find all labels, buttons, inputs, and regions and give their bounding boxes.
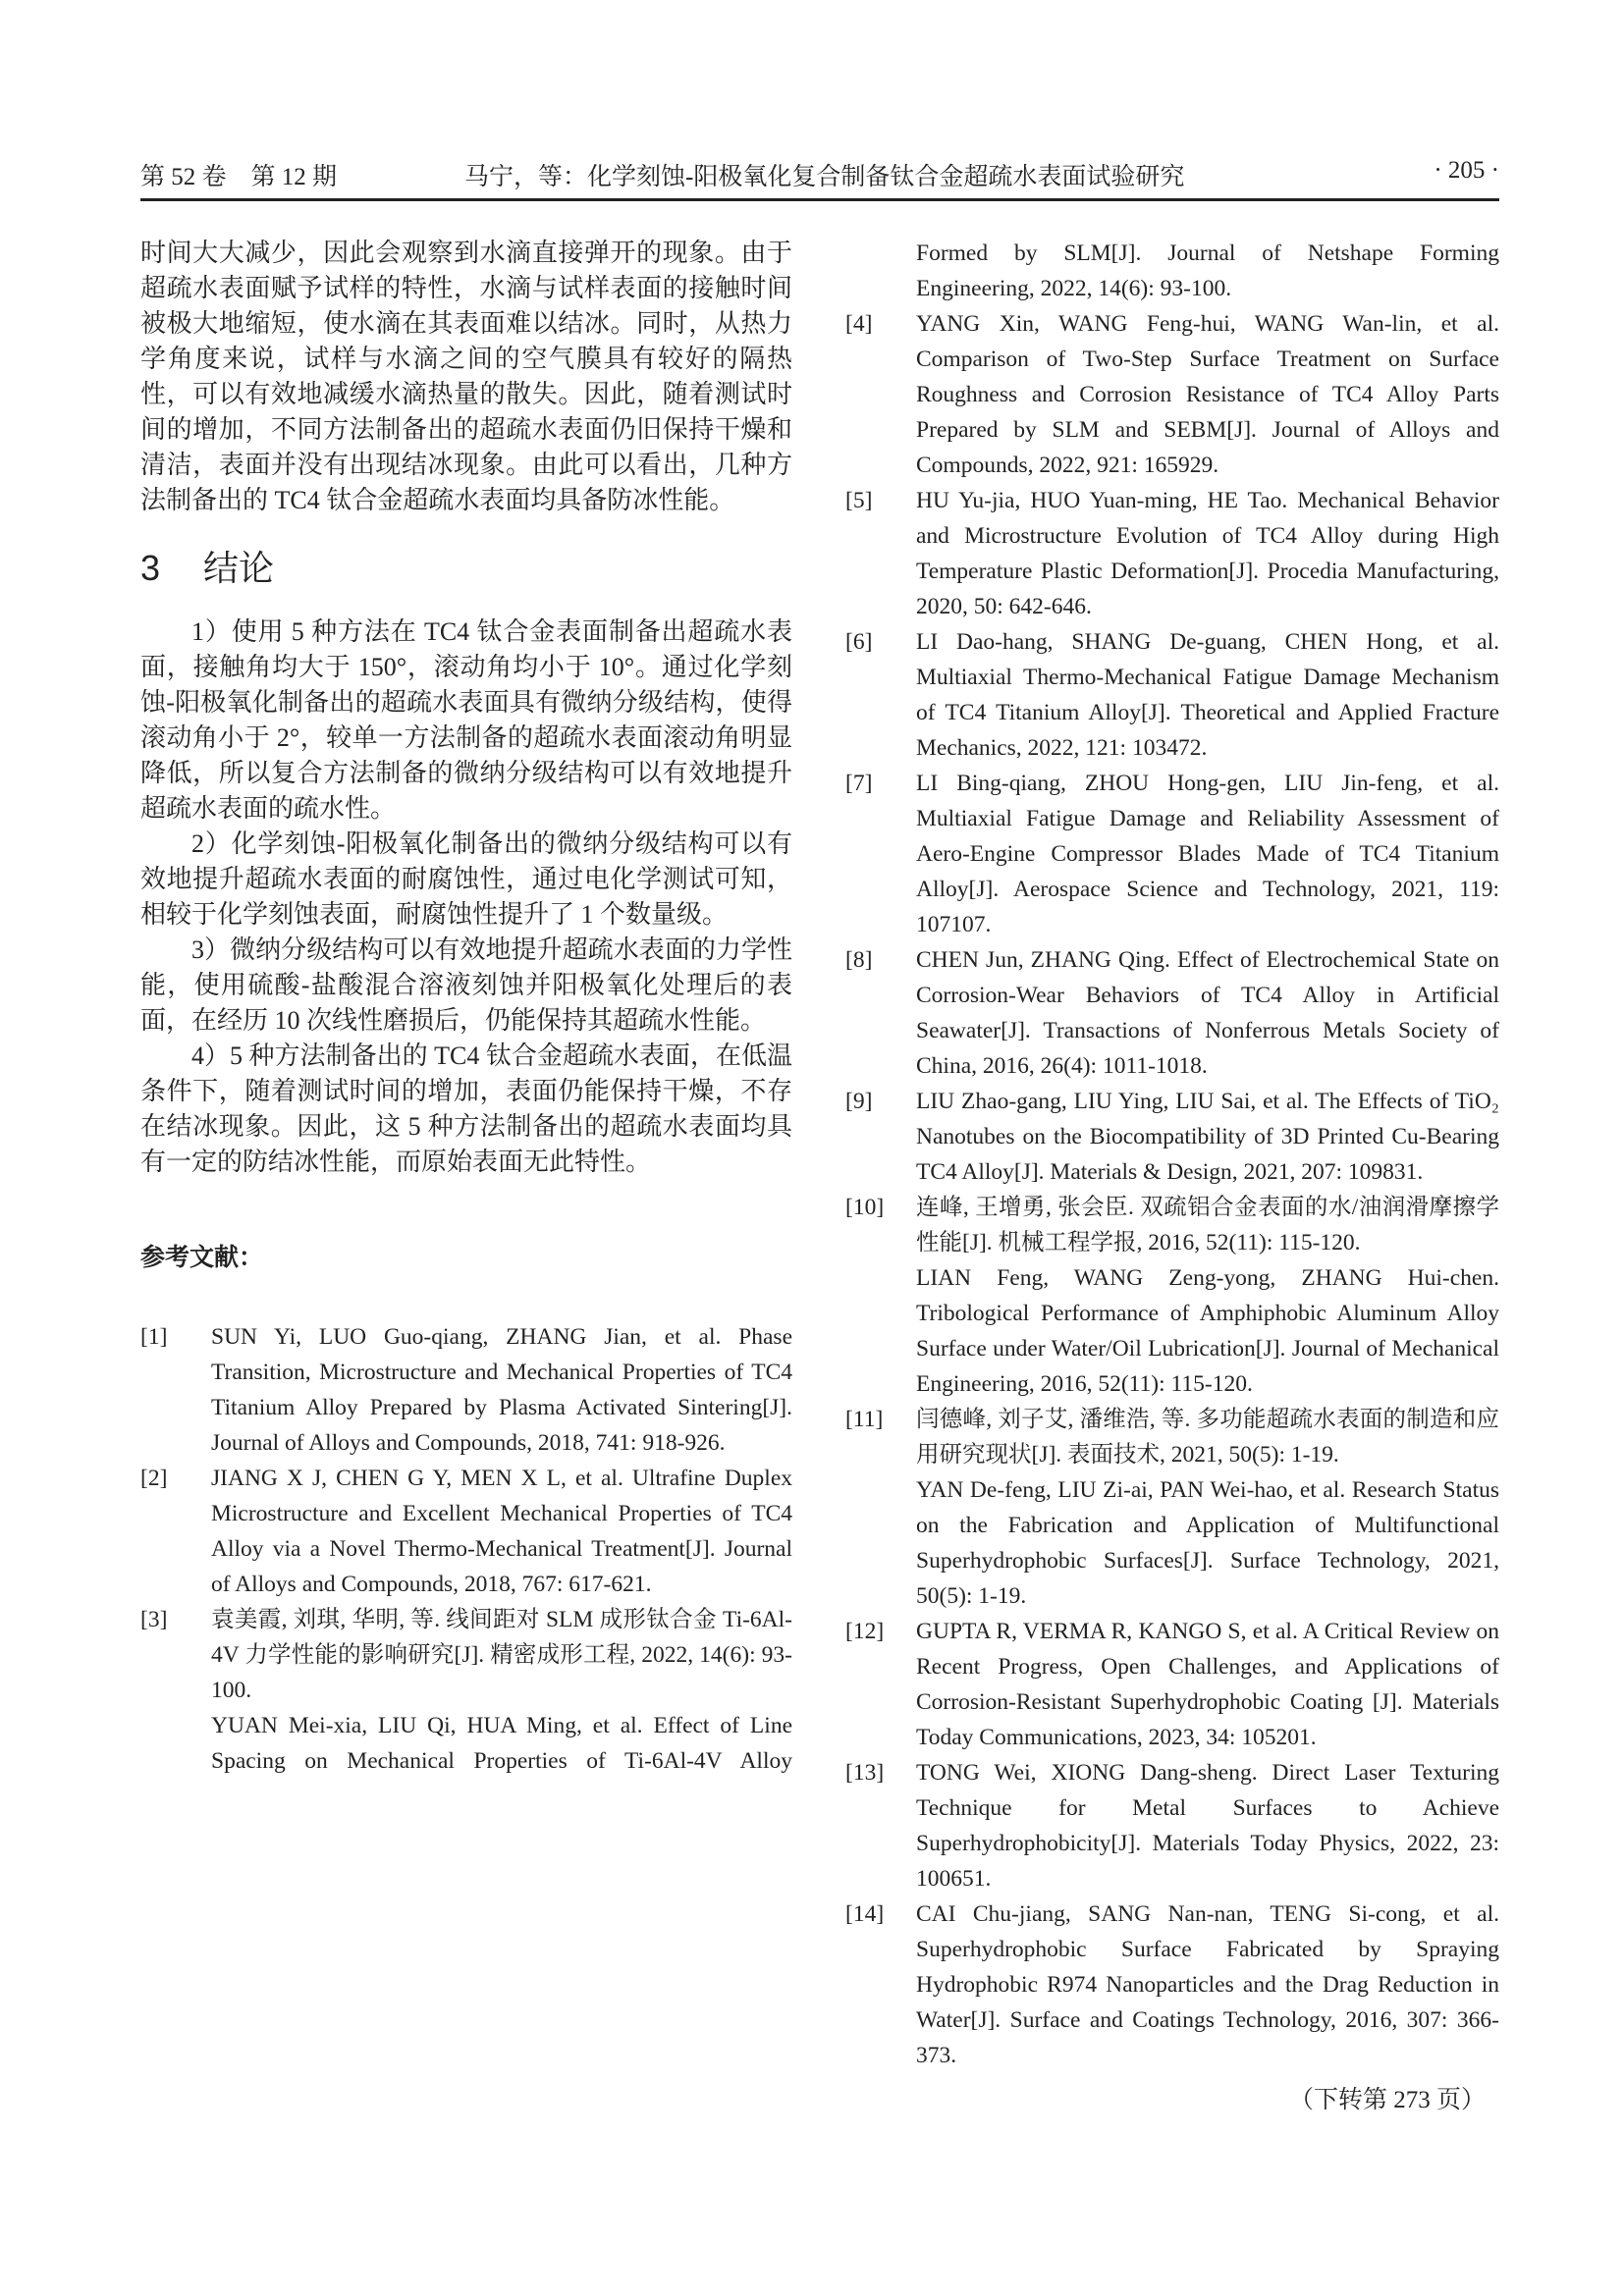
ref-text: 袁美霞, 刘琪, 华明, 等. 线间距对 SLM 成形钛合金 Ti-6Al-4V 力学性能的影响研究[J]. 精密成形工程, 2022, 14(6): 93-100. xyxy=(211,1607,792,1703)
ref-text: LIU Zhao-gang, LIU Ying, LIU Sai, et al. The Effects of TiO₂ Nanotubes on the Biocompatibility of 3D Printed Cu-Bearing TC4 Alloy[J]. Materials & Design, 2021, 207: 109831. xyxy=(916,1089,1499,1185)
ref-text: 闫德峰, 刘子艾, 潘维浩, 等. 多功能超疏水表面的制造和应用研究现状[J]. 表面技术, 2021, 50(5): 1-19. xyxy=(916,1407,1499,1468)
reference-item xyxy=(845,1190,1499,1402)
running-title: 马宁，等：化学刻蚀-阳极氧化复合制备钛合金超疏水表面试验研究 xyxy=(464,164,1185,190)
reference-continuation xyxy=(845,236,1499,306)
references-heading: 参考文献： xyxy=(140,1245,264,1271)
ref-text-en: YUAN Mei-xia, LIU Qi, HUA Ming, et al. Effect of Line Spacing on Mechanical Properties of Ti-6Al-4V Alloy xyxy=(211,1713,792,1774)
ref-number: [12] xyxy=(845,1619,885,1644)
ref-text: LI Bing-qiang, ZHOU Hong-gen, LIU Jin-feng, et al. Multiaxial Fatigue Damage and Reliability Assessment of Aero-Engine Compressor Blades Made of TC4 Titanium Alloy[J]. Aerospace Science and Technology, 2021, 119: 107107. xyxy=(916,771,1499,937)
ref-text: 连峰, 王增勇, 张会臣. 双疏铝合金表面的水/油润滑摩擦学性能[J]. 机械工程学报, 2016, 52(11): 115-120. xyxy=(916,1195,1499,1255)
page-number: · 205 · xyxy=(1434,157,1499,184)
reference-item xyxy=(140,1602,792,1779)
volume-issue: 第 52 卷 第 12 期 xyxy=(140,164,338,190)
ref-number: [4] xyxy=(845,311,873,337)
reference-item xyxy=(845,1755,1499,1896)
reference-item xyxy=(140,1319,792,1461)
ref-number: [6] xyxy=(845,629,873,655)
ref-text: CHEN Jun, ZHANG Qing. Effect of Electrochemical State on Corrosion-Wear Behaviors of TC4 Alloy in Artificial Seawater[J]. Transactions of Nonferrous Metals Society of China, 2016, 26(4): 1011-1018. xyxy=(916,947,1499,1079)
header-rule xyxy=(140,198,1499,201)
reference-item xyxy=(845,483,1499,624)
ref-text-en: YAN De-feng, LIU Zi-ai, PAN Wei-hao, et al. Research Status on the Fabrication and Application of Multifunctional Superhydrophobic Surfaces[J]. Surface Technology, 2021, 50(5): 1-19. xyxy=(916,1477,1499,1609)
ref-text: CAI Chu-jiang, SANG Nan-nan, TENG Si-cong, et al. Superhydrophobic Surface Fabricated by Spraying Hydrophobic R974 Nanoparticles and the Drag Reduction in Water[J]. Surface and Coatings Technology, 2016, 307: 366-373. xyxy=(916,1901,1499,2068)
ref-number: [8] xyxy=(845,947,873,973)
reference-item xyxy=(845,1084,1499,1190)
ref-number: [9] xyxy=(845,1089,873,1114)
reference-item xyxy=(845,1896,1499,2073)
ref-number: [13] xyxy=(845,1760,885,1786)
left-column xyxy=(140,236,792,1779)
section-heading xyxy=(140,544,792,593)
reference-item xyxy=(845,624,1499,766)
ref-number: [10] xyxy=(845,1195,885,1220)
body-paragraph: 时间大大减少，因此会观察到水滴直接弹开的现象。由于超疏水表面赋予试样的特性，水滴与试样表面的接触时间被极大地缩短，使水滴在其表面难以结冰。同时，从热力学角度来说，试样与水滴之间的空气膜具有较好的隔热性，可以有效地减缓水滴热量的散失。因此，随着测试时间的增加，不同方法制备出的超疏水表面仍旧保持干燥和清洁，表面并没有出现结冰现象。由此可以看出，几种方法制备出的 TC4 钛合金超疏水表面均具备防冰性能。 xyxy=(140,239,792,514)
ref-text: TONG Wei, XIONG Dang-sheng. Direct Laser Texturing Technique for Metal Surfaces to Achieve Superhydrophobicity[J]. Materials Today Physics, 2022, 23: 100651. xyxy=(916,1760,1499,1892)
section-title: 结论 xyxy=(203,548,275,588)
conclusion-2: 2）化学刻蚀-阳极氧化制备出的微纳分级结构可以有效地提升超疏水表面的耐腐蚀性，通过电化学测试可知，相较于化学刻蚀表面，耐腐蚀性提升了 1 个数量级。 xyxy=(140,829,792,929)
reference-item xyxy=(845,1614,1499,1755)
reference-item xyxy=(845,306,1499,483)
ref-text: Formed by SLM[J]. Journal of Netshape Forming Engineering, 2022, 14(6): 93-100. xyxy=(916,240,1499,301)
ref-number: [3] xyxy=(140,1607,168,1632)
ref-text: GUPTA R, VERMA R, KANGO S, et al. A Critical Review on Recent Progress, Open Challenges, and Applications of Corrosion-Resistant Superhydrophobic Coating [J]. Materials Today Communications, 2023, 34: 105201. xyxy=(916,1619,1499,1750)
continued-note: （下转第 273 页） xyxy=(1288,2087,1486,2113)
running-header xyxy=(140,157,1499,192)
ref-number: [5] xyxy=(845,488,873,513)
section-number: 3 xyxy=(140,548,161,588)
ref-text: LI Dao-hang, SHANG De-guang, CHEN Hong, et al. Multiaxial Thermo-Mechanical Fatigue Damage Mechanism of TC4 Titanium Alloy[J]. Theoretical and Applied Fracture Mechanics, 2022, 121: 103472. xyxy=(916,629,1499,761)
ref-text: JIANG X J, CHEN G Y, MEN X L, et al. Ultrafine Duplex Microstructure and Excellent Mechanical Properties of TC4 Alloy via a Novel Thermo-Mechanical Treatment[J]. Journal of Alloys and Compounds, 2018, 767: 617-621. xyxy=(211,1466,792,1597)
ref-number: [7] xyxy=(845,771,873,796)
ref-number: [14] xyxy=(845,1901,885,1927)
ref-number: [2] xyxy=(140,1466,168,1491)
ref-number: [11] xyxy=(845,1407,884,1432)
ref-text: YANG Xin, WANG Feng-hui, WANG Wan-lin, et al. Comparison of Two-Step Surface Treatment on Surface Roughness and Corrosion Resistance of TC4 Alloy Parts Prepared by SLM and SEBM[J]. Journal of Alloys and Compounds, 2022, 921: 165929. xyxy=(916,311,1499,478)
conclusion-3: 3）微纳分级结构可以有效地提升超疏水表面的力学性能，使用硫酸-盐酸混合溶液刻蚀并阳极氧化处理后的表面，在经历 10 次线性磨损后，仍能保持其超疏水性能。 xyxy=(140,935,792,1035)
reference-item xyxy=(845,1402,1499,1614)
ref-text: HU Yu-jia, HUO Yuan-ming, HE Tao. Mechanical Behavior and Microstructure Evolution of TC4 Alloy during High Temperature Plastic Deformation[J]. Procedia Manufacturing, 2020, 50: 642-646. xyxy=(916,488,1499,619)
right-column xyxy=(845,236,1499,2118)
conclusion-4: 4）5 种方法制备出的 TC4 钛合金超疏水表面，在低温条件下，随着测试时间的增加，表面仍能保持干燥，不存在结冰现象。因此，这 5 种方法制备出的超疏水表面均具有一定的防结冰性能，而原始表面无此特性。 xyxy=(140,1041,792,1176)
reference-item xyxy=(845,766,1499,942)
reference-item xyxy=(140,1461,792,1602)
conclusion-1: 1）使用 5 种方法在 TC4 钛合金表面制备出超疏水表面，接触角均大于 150°，滚动角均小于 10°。通过化学刻蚀-阳极氧化制备出的超疏水表面具有微纳分级结构，使得滚动角小于 2°，较单一方法制备的超疏水表面滚动角明显降低，所以复合方法制备的微纳分级结构可以有效地提升超疏水表面的疏水性。 xyxy=(140,617,792,823)
ref-number: [1] xyxy=(140,1324,168,1350)
ref-text: SUN Yi, LUO Guo-qiang, ZHANG Jian, et al. Phase Transition, Microstructure and Mechanical Properties of TC4 Titanium Alloy Prepared by Plasma Activated Sintering[J]. Journal of Alloys and Compounds, 2018, 741: 918-926. xyxy=(211,1324,792,1456)
reference-item xyxy=(845,942,1499,1084)
ref-text-en: LIAN Feng, WANG Zeng-yong, ZHANG Hui-chen. Tribological Performance of Amphiphobic Aluminum Alloy Surface under Water/Oil Lubrication[J]. Journal of Mechanical Engineering, 2016, 52(11): 115-120. xyxy=(916,1265,1499,1397)
